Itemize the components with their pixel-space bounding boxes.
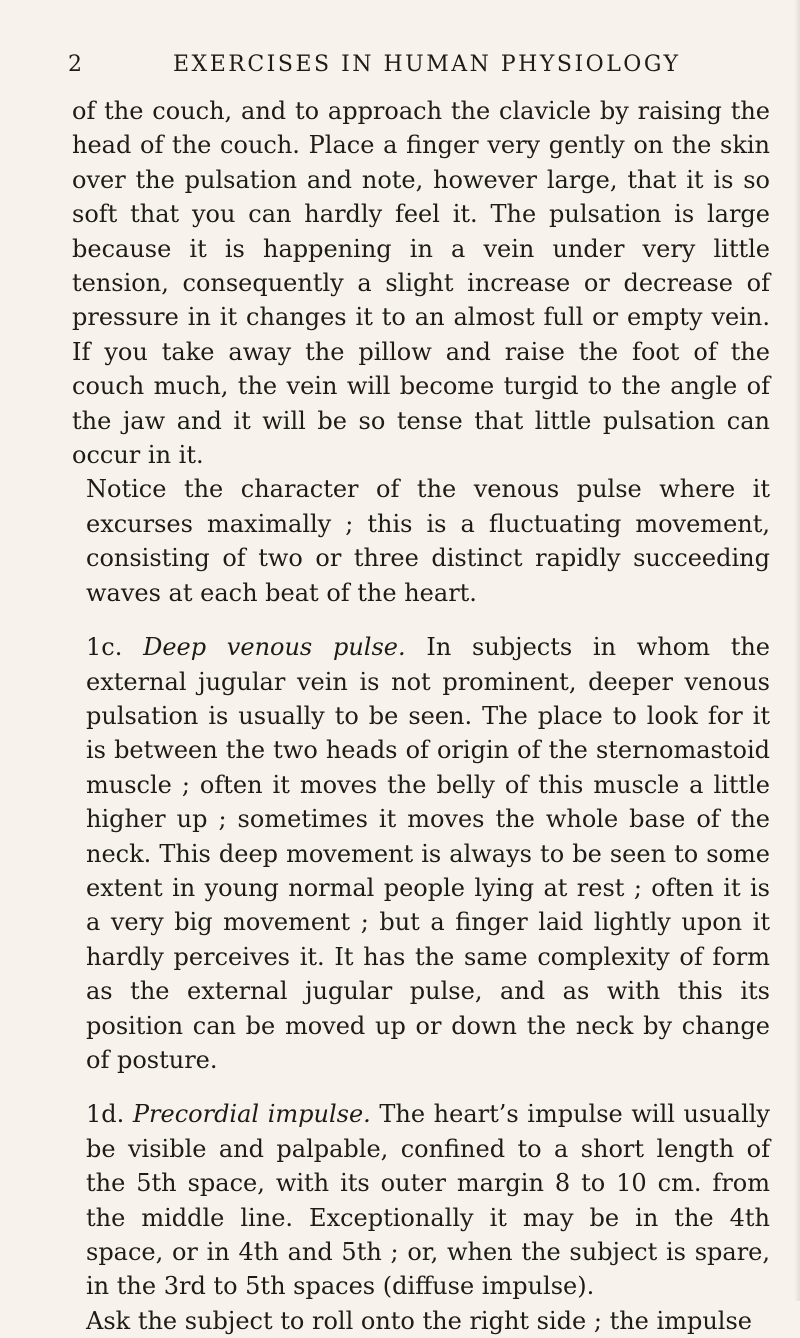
section-1c-number: 1c. bbox=[86, 633, 123, 662]
page-body bbox=[72, 94, 770, 1338]
section-1d-number: 1d. bbox=[86, 1100, 125, 1129]
section-1c-text: In subjects in whom the external jugular vein is not prominent, deeper venous pulsation is usually to be seen. The place to look for it is between the two heads of origin of the sternomastoid muscle ; often it moves the belly of this muscle a little higher up ; sometimes it moves the whole base of the neck. This deep movement is always to be seen to some extent in young normal people lying at rest ; often it is a very big movement ; but a finger laid lightly upon it hardly perceives it. It has the same complexity of form as the external jugular pulse, and as with this its position can be moved up or down the neck by change of posture. bbox=[86, 633, 771, 1074]
section-1d-title: Precordial impulse. bbox=[132, 1100, 371, 1129]
running-title: EXERCISES IN HUMAN PHYSIOLOGY bbox=[173, 52, 681, 77]
paragraph-venous-pulse-character: Notice the character of the venous pulse where it excurses maximally ; this is a fluctuating movement, consisting of two or three distinct rapidly succeeding waves at each beat of the heart. bbox=[86, 475, 770, 607]
section-1d-text: The heart’s impulse will usually be visible and palpable, confined to a short length of the 5th space, with its outer margin 8 to 10 cm. from the middle line. Exceptionally it may be in the 4th space, or in 4th and 5th ; or, when the subject is spare, in the 3rd to 5th spaces (diffuse impulse). bbox=[86, 1100, 770, 1301]
running-header bbox=[68, 52, 768, 92]
page-number: 2 bbox=[68, 52, 85, 77]
section-1c-title: Deep venous pulse. bbox=[143, 633, 406, 662]
section-1d-continuation: Ask the subject to roll onto the right side ; the impulse bbox=[86, 1306, 752, 1335]
page-edge-shadow bbox=[794, 0, 800, 1301]
section-1d bbox=[86, 1097, 770, 1303]
paragraph-continued: of the couch, and to approach the clavicle by raising the head of the couch. Place a finger very gently on the skin over the pulsation and note, however large, that it is so soft that you can hardly feel it. The pulsation is large because it is happening in a vein under very little tension, consequently a slight increase or decrease of pressure in it changes it to an almost full or empty vein. If you take away the pillow and raise the foot of the couch much, the vein will become turgid to the angle of the jaw and it will be so tense that little pulsation can occur in it. bbox=[72, 97, 770, 470]
section-1c bbox=[86, 630, 770, 1077]
